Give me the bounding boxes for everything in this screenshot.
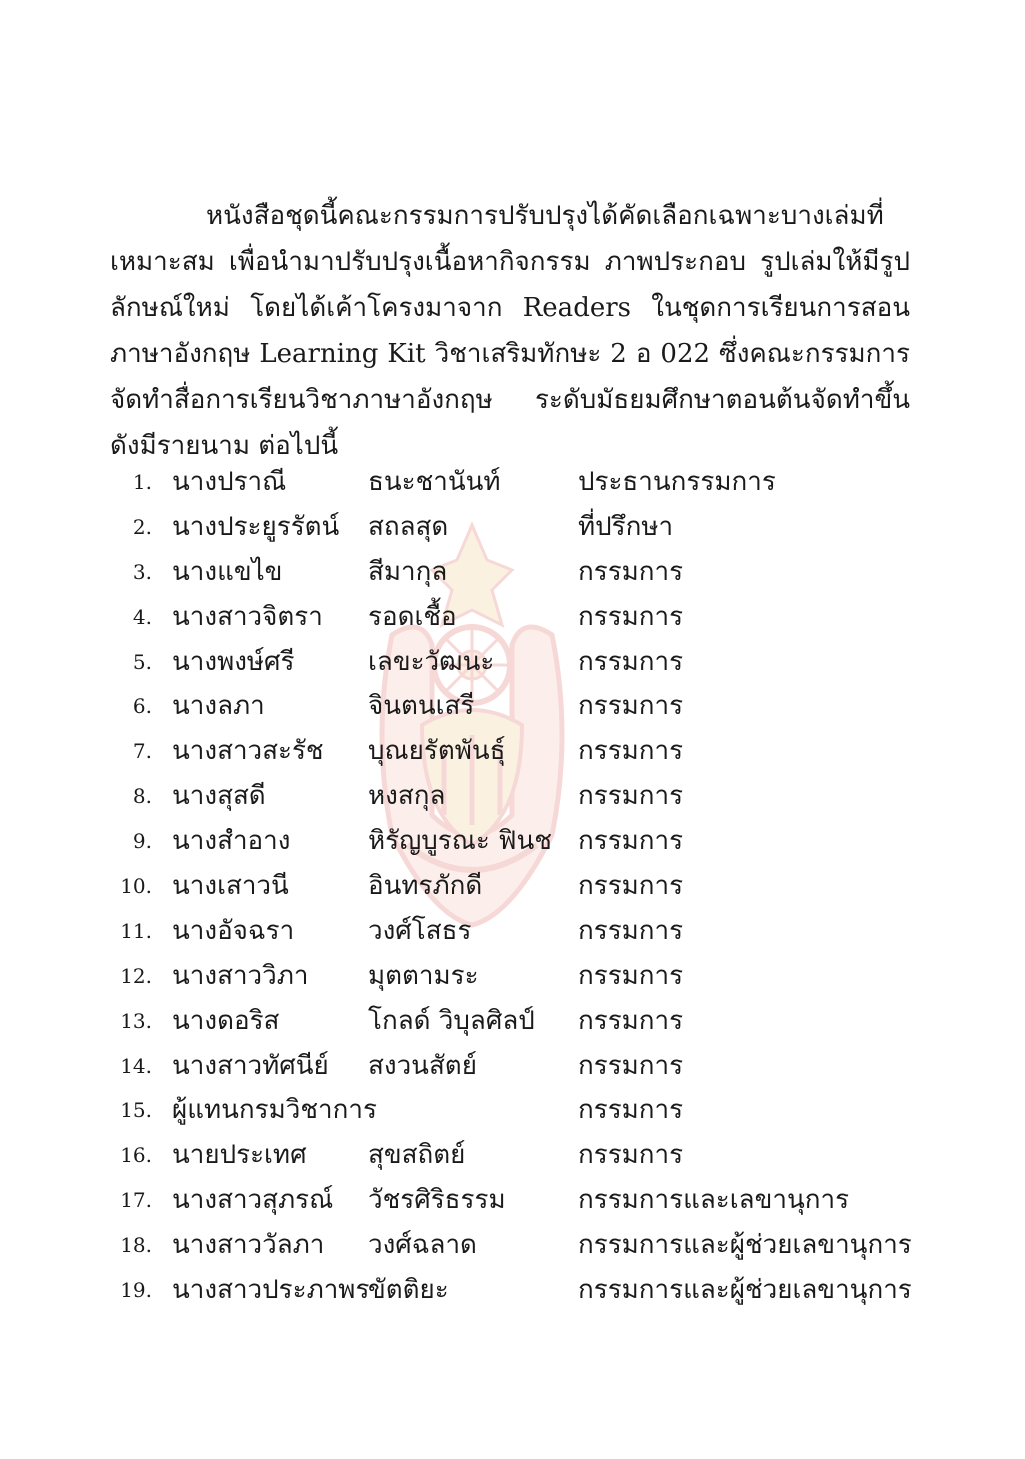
list-item (110, 1178, 930, 1223)
member-given-name: นางสุสดี (172, 781, 266, 812)
member-number: 18. (120, 1233, 152, 1258)
list-item (110, 505, 930, 550)
list-item (110, 1044, 930, 1089)
member-surname: บุณยรัตพันธุ์ (368, 736, 506, 767)
list-item (110, 954, 930, 999)
member-given-name: นางสาววัลภา (172, 1230, 325, 1261)
list-item (110, 595, 930, 640)
member-number: 3. (132, 559, 152, 584)
member-given-name: นางสาวทัศนีย์ (172, 1050, 329, 1081)
list-item (110, 684, 930, 729)
member-role: กรรมการและผู้ช่วยเลขานุการ (578, 1230, 912, 1261)
member-given-name: นางสำอาง (172, 826, 291, 857)
member-given-name: นางสาวประภาพร (172, 1275, 370, 1306)
list-item (110, 909, 930, 954)
member-given-name: นางสาวจิตรา (172, 601, 323, 632)
member-surname: สถลสุด (368, 511, 449, 542)
member-number: 16. (120, 1143, 152, 1168)
member-given-name: นางเสาวนี (172, 871, 289, 902)
member-surname: วงศ์ฉลาด (368, 1230, 477, 1261)
member-role: กรรมการ (578, 601, 684, 632)
member-surname: โกลด์ วิบุลศิลป์ (368, 1005, 535, 1036)
member-role: กรรมการ (578, 826, 684, 857)
member-given-name: นางสาวสุภรณ์ (172, 1185, 334, 1216)
member-surname: สงวนสัตย์ (368, 1050, 477, 1081)
list-item (110, 550, 930, 595)
member-number: 12. (120, 963, 152, 988)
member-given-name: ผู้แทนกรมวิชาการ (172, 1095, 377, 1126)
member-role: กรรมการ (578, 781, 684, 812)
member-role: ที่ปรึกษา (578, 511, 674, 542)
member-surname: รอดเชื้อ (368, 601, 457, 632)
member-role: กรรมการ (578, 1095, 684, 1126)
member-given-name: นางดอริส (172, 1005, 280, 1036)
member-given-name: นางลภา (172, 691, 265, 722)
member-surname: ธนะชานันท์ (368, 467, 501, 497)
member-number: 15. (120, 1098, 152, 1123)
member-role: ประธานกรรมการ (578, 467, 776, 497)
list-item (110, 999, 930, 1044)
member-role: กรรมการ (578, 1050, 684, 1081)
list-item (110, 1223, 930, 1268)
member-role: กรรมการ (578, 1005, 684, 1036)
member-given-name: นางแขไข (172, 556, 283, 587)
list-item (110, 1088, 930, 1133)
member-number: 11. (120, 918, 152, 943)
member-given-name: นางพงษ์ศรี (172, 646, 295, 677)
member-surname: หิรัญบูรณะ ฟินช (368, 826, 552, 857)
member-given-name: นางประยูรรัตน์ (172, 511, 340, 542)
member-number: 8. (132, 784, 152, 809)
member-surname: มุตตามระ (368, 960, 479, 991)
member-role: กรรมการ (578, 691, 684, 722)
member-role: กรรมการ (578, 1140, 684, 1171)
member-role: กรรมการและเลขานุการ (578, 1185, 850, 1216)
member-given-name: นางปราณี (172, 467, 287, 497)
list-item (110, 1268, 930, 1313)
member-surname: วัชรศิริธรรม (368, 1185, 506, 1216)
member-given-name: นางอัจฉรา (172, 915, 295, 946)
member-number: 4. (132, 604, 152, 629)
member-role: กรรมการ (578, 960, 684, 991)
member-number: 13. (120, 1008, 152, 1033)
member-surname: หงสกุล (368, 781, 446, 812)
list-item (110, 774, 930, 819)
list-item (110, 640, 930, 685)
member-role: กรรมการ (578, 646, 684, 677)
list-item (110, 864, 930, 909)
member-surname: เลขะวัฒนะ (368, 646, 495, 677)
member-number: 7. (132, 739, 152, 764)
member-number: 10. (120, 874, 152, 899)
intro-paragraph: หนังสือชุดนี้คณะกรรมการปรับปรุงได้คัดเลือกเฉพาะบางเล่มที่เหมาะสม เพื่อนำมาปรับปรุงเนื้อหากิจกรรม ภาพประกอบ รูปเล่มให้มีรูปลักษณ์ใหม่ โดยได้เค้าโครงมาจาก Readers ในชุดการเรียนการสอนภาษาอังกฤษ Learning Kit วิชาเสริมทักษะ 2 อ 022 ซึ่งคณะกรรมการจัดทำสื่อการเรียนวิชาภาษาอังกฤษ ระดับมัธยมศึกษาตอนต้นจัดทำขึ้น ดังมีรายนาม ต่อไปนี้ (110, 201, 910, 461)
member-number: 6. (132, 694, 152, 719)
committee-members-list (110, 460, 930, 1313)
member-role: กรรมการ (578, 871, 684, 902)
list-item (110, 819, 930, 864)
member-surname: จินตนเสรี (368, 691, 475, 722)
member-given-name: นางสาววิภา (172, 960, 309, 991)
member-role: กรรมการและผู้ช่วยเลขานุการ (578, 1275, 912, 1306)
member-role: กรรมการ (578, 736, 684, 767)
member-role: กรรมการ (578, 556, 684, 587)
member-number: 5. (132, 649, 152, 674)
member-given-name: นางสาวสะรัช (172, 736, 324, 767)
member-given-name: นายประเทศ (172, 1140, 307, 1171)
member-surname: อินทรภักดี (368, 871, 483, 902)
member-surname: ขัตติยะ (368, 1275, 449, 1306)
member-number: 17. (120, 1188, 152, 1213)
member-number: 1. (132, 470, 152, 494)
list-item (110, 1133, 930, 1178)
member-number: 9. (132, 829, 152, 854)
member-role: กรรมการ (578, 915, 684, 946)
member-surname: สีมากุล (368, 556, 448, 587)
list-item (110, 729, 930, 774)
list-item (110, 460, 930, 505)
member-number: 14. (120, 1053, 152, 1078)
member-number: 19. (120, 1278, 152, 1303)
member-surname: สุขสถิตย์ (368, 1140, 466, 1171)
member-surname: วงศ์โสธร (368, 915, 472, 946)
member-number: 2. (132, 514, 152, 539)
